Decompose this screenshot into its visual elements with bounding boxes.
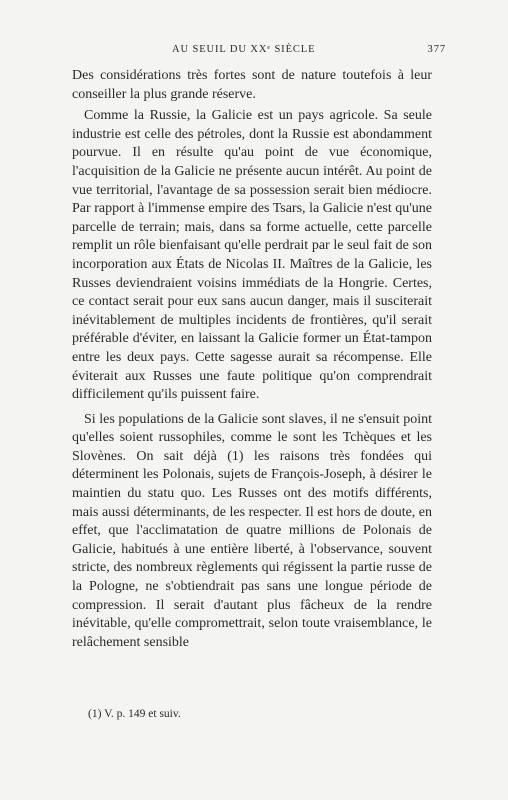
paragraph-2: Comme la Russie, la Galicie est un pays agricole. Sa seule industrie est celle des pétroles, dont la Russie est abondamment pourvue. Il en résulte qu'au point de vue économique, l'acquisition de la Galicie ne présente aucun intérêt. Au point de vue territorial, l'avantage de sa possession serait bien médiocre. Par rapport à l'immense empire des Tsars, la Galicie n'est qu'une parcelle de terrain; mais, dans sa forme actuelle, cette parcelle remplit un rôle bienfaisant qu'elle perdrait par le seul fait de son incorporation aux États de Nicolas II. Maîtres de la Galicie, les Russes deviendraient voisins immédiats de la Hongrie. Certes, ce contact serait pour eux sans aucun danger, mais il susciterait inévitablement de multiples incidents de frontières, qu'il serait préférable d'éviter, en laissant la Galicie former un État-tampon entre les deux pays. Cette sagesse aurait sa récompense. Elle éviterait aux Russes une faute politique qu'on comprendrait difficilement qu'ils puissent faire. bbox=[72, 108, 432, 403]
running-title: AU SEUIL DU XXᵉ SIÈCLE bbox=[172, 44, 316, 55]
paragraph-3: Si les populations de la Galicie sont slaves, il ne s'ensuit point qu'elles soient russophiles, comme le sont les Tchèques et les Slovènes. On sait déjà (1) les raisons très fondées qui déterminent les Polonais, sujets de François-Joseph, à désirer le maintien du statu quo. Les Russes ont des motifs différents, mais aussi déterminants, de les respecter. Il est hors de doute, en effet, que l'acclimatation de quatre millions de Polonais de Galicie, habitués à une entière liberté, à l'observance, souvent stricte, des nombreux règlements qui régissent la partie russe de la Pologne, ne s'obtiendrait pas sans une longue période de compression. Il serait d'autant plus fâcheux de la rendre inévitable, qu'elle compromettrait, selon toute vraisemblance, le relâchement sensible bbox=[72, 411, 433, 650]
page-number: 377 bbox=[427, 44, 446, 55]
paragraph-1: Des considérations très fortes sont de nature toutefois à leur conseiller la plus grande réserve. bbox=[72, 68, 432, 102]
footnote: (1) V. p. 149 et suiv. bbox=[88, 708, 181, 720]
body-text bbox=[72, 67, 432, 652]
